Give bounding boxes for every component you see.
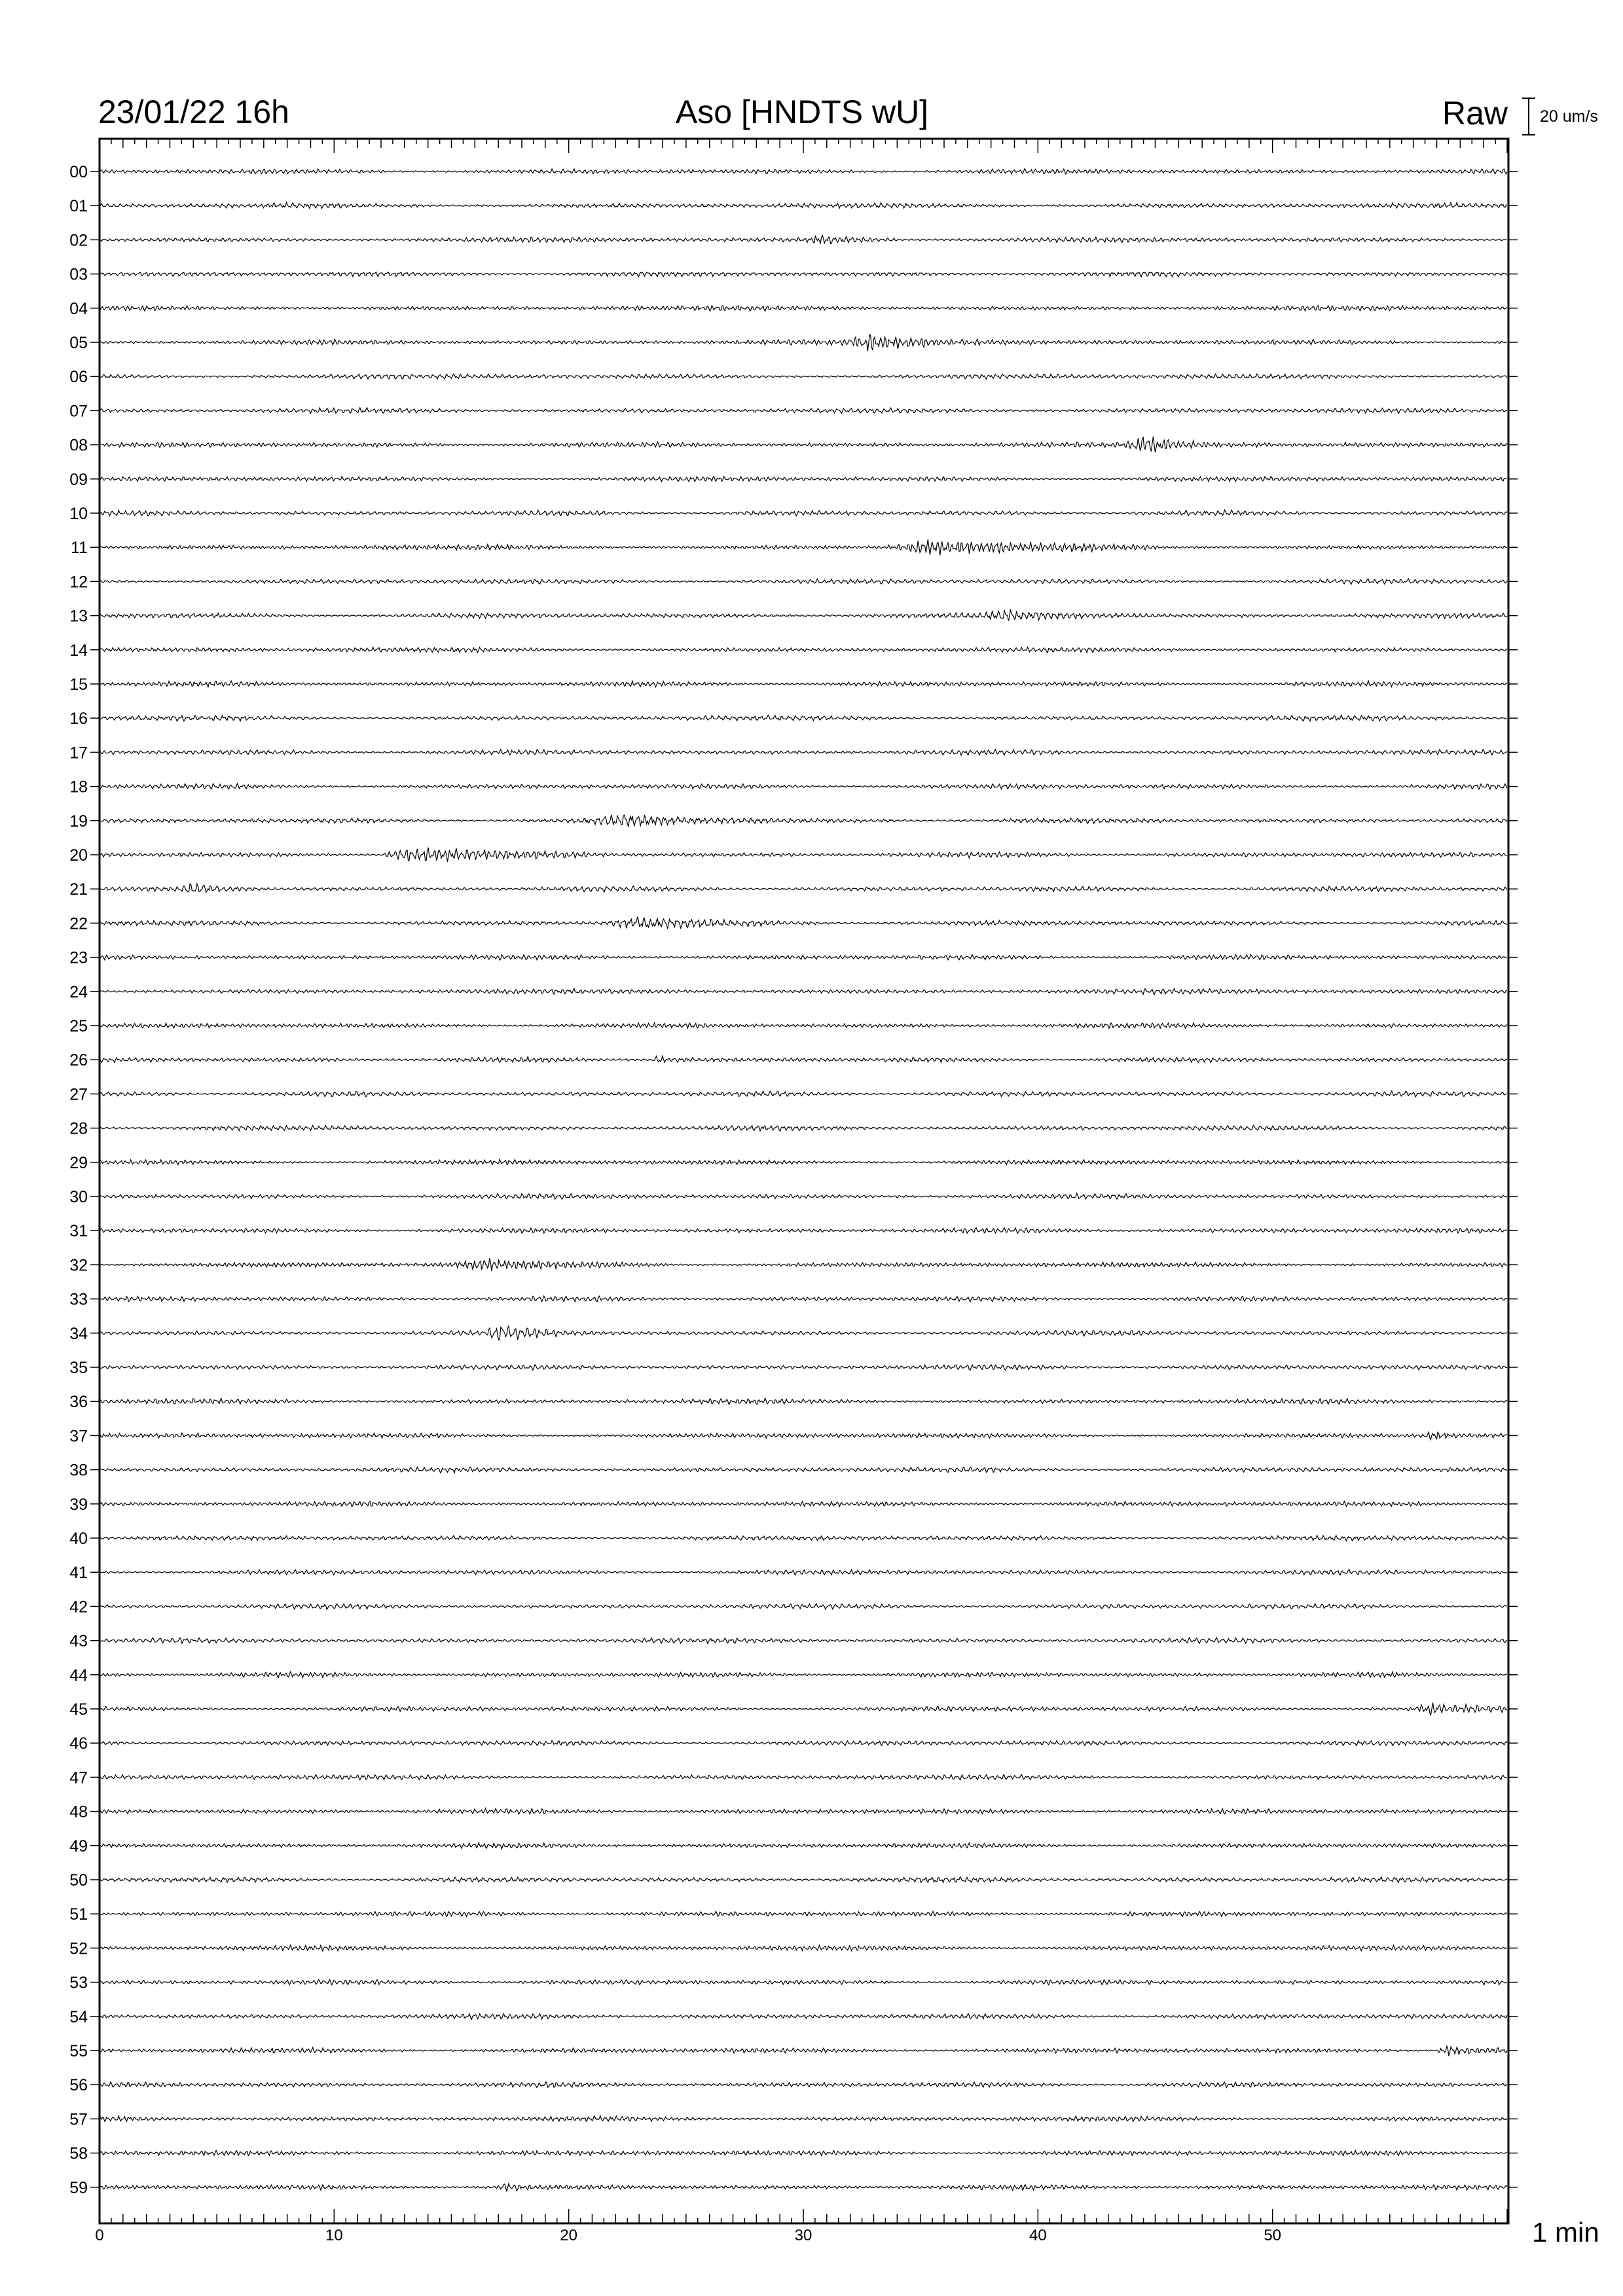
row-label: 48 [69, 1803, 88, 1821]
trace-row-24 [100, 988, 1507, 994]
x-tick-label: 10 [325, 2227, 343, 2244]
trace-row-29 [100, 1159, 1507, 1164]
row-label: 26 [69, 1051, 88, 1070]
row-label: 01 [69, 197, 88, 216]
row-label: 39 [69, 1495, 88, 1514]
x-tick-label: 20 [560, 2227, 578, 2244]
row-label: 52 [69, 1939, 88, 1958]
row-label: 03 [69, 265, 88, 284]
trace-row-54 [100, 2014, 1507, 2020]
trace-row-14 [100, 647, 1507, 653]
row-label: 24 [69, 982, 88, 1001]
trace-row-16 [100, 715, 1507, 721]
trace-row-06 [100, 374, 1507, 379]
row-label: 18 [69, 778, 88, 797]
trace-row-22 [100, 917, 1507, 929]
row-label: 54 [69, 2007, 88, 2026]
row-label: 21 [69, 880, 88, 899]
scale-bar-label: 20 um/s [1540, 107, 1598, 126]
trace-row-20 [100, 848, 1507, 862]
trace-row-01 [100, 202, 1507, 208]
trace-row-51 [100, 1911, 1507, 1916]
trace-row-49 [100, 1842, 1507, 1848]
row-label: 23 [69, 948, 88, 967]
row-label: 30 [69, 1188, 88, 1206]
row-label: 36 [69, 1393, 88, 1412]
trace-row-58 [100, 2150, 1507, 2155]
row-label: 47 [69, 1768, 88, 1787]
row-label: 34 [69, 1324, 88, 1343]
row-label: 38 [69, 1461, 88, 1480]
row-label: 17 [69, 744, 88, 762]
trace-row-48 [100, 1808, 1507, 1814]
trace-row-55 [100, 2046, 1507, 2056]
x-tick-label: 50 [1264, 2227, 1282, 2244]
trace-row-15 [100, 681, 1507, 687]
trace-row-07 [100, 408, 1507, 414]
chart-datetime: 23/01/22 16h [98, 94, 289, 130]
scale-bar [1522, 98, 1535, 135]
chart-mode-label: Raw [1442, 95, 1508, 132]
trace-row-18 [100, 783, 1507, 789]
trace-row-04 [100, 306, 1507, 312]
row-label: 00 [69, 163, 88, 181]
row-label: 10 [69, 505, 88, 523]
row-label: 14 [69, 641, 88, 660]
row-label: 28 [69, 1119, 88, 1138]
trace-row-44 [100, 1672, 1507, 1677]
trace-row-09 [100, 476, 1507, 482]
row-label: 15 [69, 675, 88, 694]
row-label: 04 [69, 299, 88, 318]
trace-row-43 [100, 1638, 1507, 1644]
row-label: 02 [69, 231, 88, 250]
row-label: 13 [69, 607, 88, 626]
trace-row-35 [100, 1365, 1507, 1370]
row-label: 09 [69, 470, 88, 489]
row-label: 55 [69, 2042, 88, 2060]
trace-row-33 [100, 1296, 1507, 1302]
trace-row-32 [100, 1258, 1507, 1271]
plot-frame [100, 139, 1508, 2223]
row-label: 06 [69, 368, 88, 387]
trace-row-56 [100, 2082, 1507, 2088]
row-label: 37 [69, 1427, 88, 1446]
trace-row-02 [100, 236, 1507, 244]
row-label: 49 [69, 1837, 88, 1856]
trace-row-36 [100, 1398, 1507, 1405]
x-axis-labels [95, 2227, 1281, 2244]
row-label: 43 [69, 1632, 88, 1651]
row-label: 29 [69, 1153, 88, 1172]
trace-row-47 [100, 1774, 1507, 1780]
trace-row-42 [100, 1604, 1507, 1609]
row-label: 12 [69, 573, 88, 592]
row-label: 35 [69, 1359, 88, 1377]
row-label: 16 [69, 709, 88, 728]
minute-ticks [100, 139, 1507, 2223]
trace-row-38 [100, 1467, 1507, 1473]
trace-row-11 [100, 539, 1507, 555]
row-label: 42 [69, 1598, 88, 1617]
trace-row-25 [100, 1023, 1507, 1028]
row-label: 20 [69, 846, 88, 865]
row-label: 51 [69, 1905, 88, 1924]
row-label: 05 [69, 334, 88, 352]
row-label: 46 [69, 1734, 88, 1753]
row-label: 32 [69, 1256, 88, 1275]
trace-row-52 [100, 1945, 1507, 1951]
trace-row-21 [100, 884, 1507, 892]
x-tick-label: 0 [95, 2227, 104, 2244]
trace-row-30 [100, 1193, 1507, 1199]
row-label: 19 [69, 812, 88, 831]
row-label: 45 [69, 1700, 88, 1719]
row-label: 40 [69, 1530, 88, 1548]
trace-row-31 [100, 1228, 1507, 1234]
x-axis-unit-label: 1 min [1532, 2217, 1599, 2248]
trace-row-28 [100, 1125, 1507, 1131]
row-label: 58 [69, 2144, 88, 2163]
row-label: 59 [69, 2178, 88, 2197]
row-label: 41 [69, 1564, 88, 1583]
trace-row-41 [100, 1570, 1507, 1575]
row-label: 44 [69, 1666, 88, 1685]
trace-row-37 [100, 1432, 1507, 1440]
row-label: 33 [69, 1290, 88, 1309]
trace-row-23 [100, 954, 1507, 960]
trace-row-08 [100, 437, 1507, 452]
trace-row-27 [100, 1091, 1507, 1097]
trace-row-17 [100, 749, 1507, 755]
chart-station-title: Aso [HNDTS wU] [675, 94, 929, 130]
row-label: 31 [69, 1222, 88, 1241]
trace-row-19 [100, 815, 1507, 827]
trace-row-39 [100, 1501, 1507, 1507]
row-label: 57 [69, 2110, 88, 2129]
trace-row-05 [100, 334, 1507, 351]
trace-row-45 [100, 1703, 1507, 1715]
row-labels [69, 163, 1518, 2197]
row-label: 22 [69, 914, 88, 933]
trace-row-00 [100, 169, 1507, 174]
trace-row-26 [100, 1056, 1507, 1062]
trace-row-13 [100, 609, 1507, 621]
trace-row-10 [100, 510, 1507, 516]
row-label: 07 [69, 402, 88, 421]
x-tick-label: 40 [1029, 2227, 1047, 2244]
trace-row-59 [100, 2183, 1507, 2191]
trace-row-46 [100, 1740, 1507, 1746]
trace-row-34 [100, 1326, 1507, 1340]
trace-row-40 [100, 1535, 1507, 1541]
row-label: 50 [69, 1871, 88, 1890]
x-tick-label: 30 [794, 2227, 812, 2244]
row-label: 25 [69, 1017, 88, 1035]
row-label: 11 [71, 539, 88, 558]
trace-row-12 [100, 579, 1507, 584]
trace-row-53 [100, 1980, 1507, 1985]
row-label: 08 [69, 436, 88, 455]
trace-row-03 [100, 272, 1507, 278]
row-label: 56 [69, 2076, 88, 2095]
seismogram-traces [100, 169, 1507, 2191]
trace-row-50 [100, 1877, 1507, 1883]
row-label: 53 [69, 1973, 88, 1992]
row-label: 27 [69, 1085, 88, 1104]
trace-row-57 [100, 2116, 1507, 2122]
